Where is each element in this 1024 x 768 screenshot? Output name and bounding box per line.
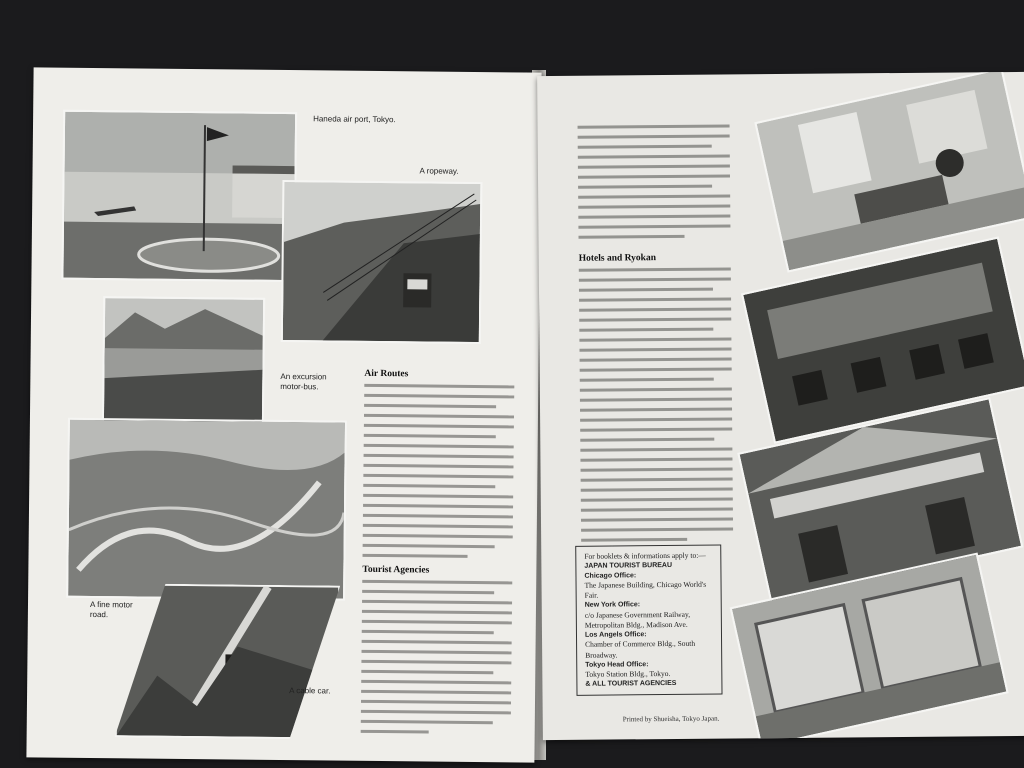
contact-info-box [575, 545, 722, 696]
chicago-address: The Japanese Building, Chicago World's Fair. [584, 579, 707, 600]
heading-tourist-agencies: Tourist Agencies [362, 564, 430, 576]
caption-ropeway: A ropeway. [419, 166, 459, 176]
tourist-agencies-body [361, 580, 513, 742]
all-agencies: & ALL TOURIST AGENCIES [585, 680, 677, 688]
la-label: Los Angels Office: [584, 631, 647, 639]
photo-cable-car [115, 583, 341, 739]
la-address: Chamber of Commerce Bldg., South Broadway. [585, 639, 696, 660]
photo-ropeway [281, 180, 483, 344]
right-page [537, 72, 1024, 740]
contact-intro: For booklets & informations apply to:— [584, 550, 706, 561]
photo-haneda-airport [61, 110, 297, 282]
chicago-label: Chicago Office: [584, 571, 637, 580]
newyork-address: c/o Japanese Government Railway, Metropolitan Bldg., Madison Ave. [584, 609, 691, 630]
caption-motor-road: A fine motor road. [89, 599, 133, 620]
heading-air-routes: Air Routes [364, 368, 409, 380]
left-page [26, 67, 541, 762]
tokyo-label: Tokyo Head Office: [585, 660, 649, 669]
tokyo-address: Tokyo Station Bldg., Tokyo. [585, 669, 671, 679]
caption-cable-car: A cable car. [289, 686, 331, 696]
printed-by: Printed by Shueisha, Tokyo Japan. [622, 714, 720, 724]
caption-excursion: An excursion motor-bus. [280, 371, 327, 392]
air-routes-body [362, 384, 514, 566]
heading-hotels-ryokan: Hotels and Ryokan [578, 253, 657, 264]
agencies-continued-body [578, 124, 731, 245]
newyork-label: New York Office: [584, 601, 641, 609]
hotels-ryokan-body [579, 267, 733, 548]
contact-bureau: JAPAN TOURIST BUREAU [584, 562, 673, 570]
photo-motor-road [66, 418, 347, 601]
caption-haneda: Haneda air port, Tokyo. [313, 114, 396, 125]
